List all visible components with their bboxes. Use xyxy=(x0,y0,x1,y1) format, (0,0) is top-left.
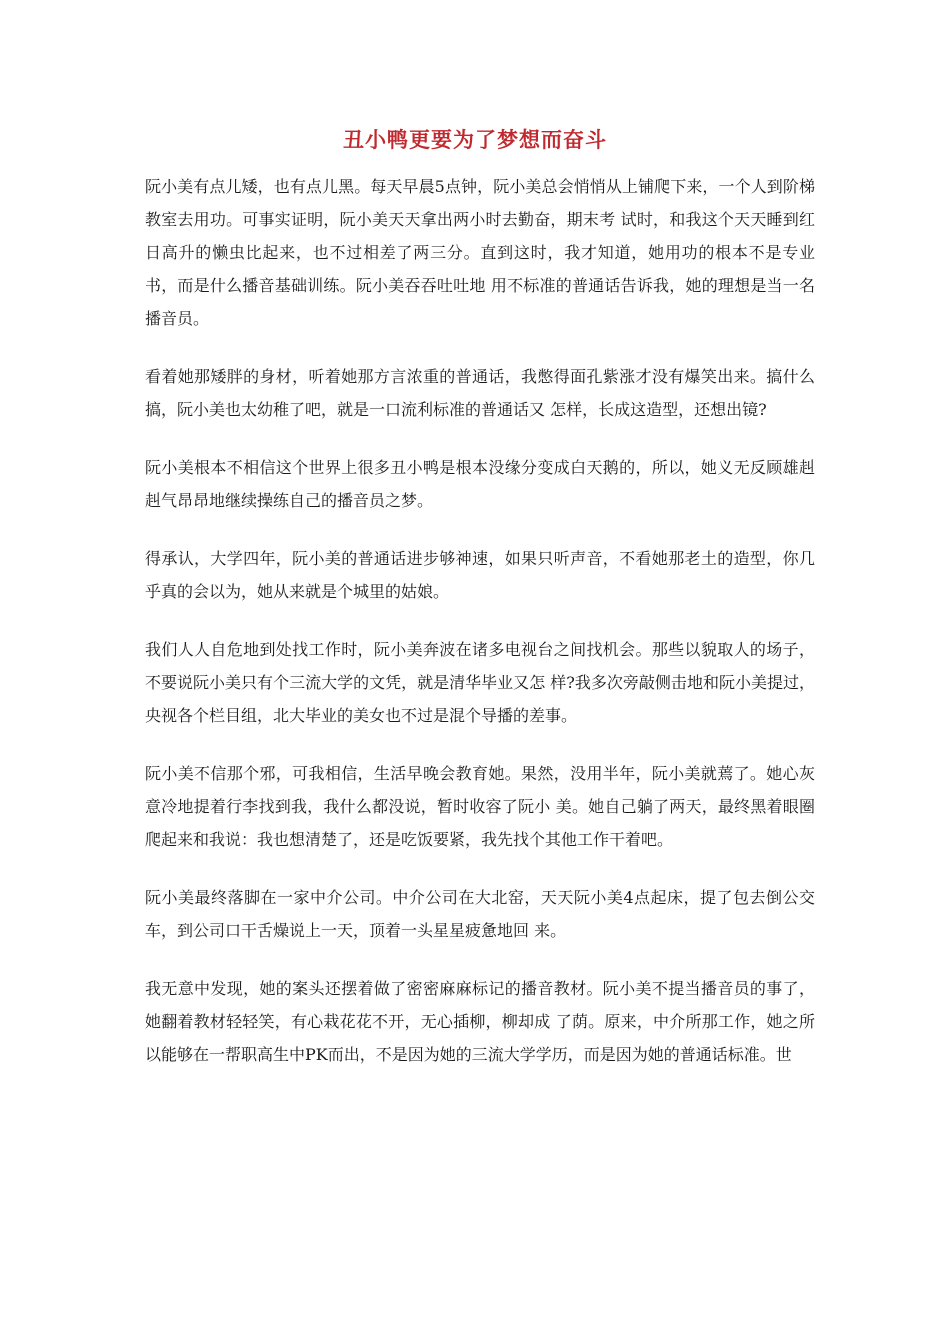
document-title: 丑小鸭更要为了梦想而奋斗 xyxy=(343,128,607,152)
paragraph-8: 我无意中发现，她的案头还摆着做了密密麻麻标记的播音教材。阮小美不提当播音员的事了，她翻着教材轻轻笑，有心栽花花不开，无心插柳，柳却成 了荫。原来，中介所那工作，她之所以能够在一帮职高生中PK而出，不是因为她的三流大学学历，而是因为她的普通话标准。世 xyxy=(145,979,815,1064)
document-body xyxy=(145,170,815,1096)
paragraph-4: 得承认，大学四年，阮小美的普通话进步够神速，如果只听声音，不看她那老土的造型，你几乎真的会以为，她从来就是个城里的姑娘。 xyxy=(145,549,815,601)
paragraph-2: 看着她那矮胖的身材，听着她那方言浓重的普通话，我憋得面孔紫涨才没有爆笑出来。搞什么搞，阮小美也太幼稚了吧，就是一口流利标准的普通话又 怎样，长成这造型，还想出镜? xyxy=(145,367,815,419)
paragraph-3: 阮小美根本不相信这个世界上很多丑小鸭是根本没缘分变成白天鹅的，所以，她义无反顾雄赳赳气昂昂地继续操练自己的播音员之梦。 xyxy=(145,458,815,510)
paragraph-1: 阮小美有点儿矮，也有点儿黑。每天早晨5点钟，阮小美总会悄悄从上铺爬下来，一个人到阶梯教室去用功。可事实证明，阮小美天天拿出两小时去勤奋，期末考 试时，和我这个天天睡到红日高升的懒虫比起来，也不过相差了两三分。直到这时，我才知道，她用功的根本不是专业书，而是什么播音基础训练。阮小美吞吞吐吐地 用不标准的普通话告诉我，她的理想是当一名播音员。 xyxy=(145,177,815,328)
paragraph-5: 我们人人自危地到处找工作时，阮小美奔波在诸多电视台之间找机会。那些以貌取人的场子，不要说阮小美只有个三流大学的文凭，就是清华毕业又怎 样?我多次旁敲侧击地和阮小美提过，央视各个栏目组，北大毕业的美女也不过是混个导播的差事。 xyxy=(145,640,815,725)
paragraph-7: 阮小美最终落脚在一家中介公司。中介公司在大北窑，天天阮小美4点起床，提了包去倒公交车，到公司口干舌燥说上一天，顶着一头星星疲惫地回 来。 xyxy=(145,888,815,940)
paragraph-6: 阮小美不信那个邪，可我相信，生活早晚会教育她。果然，没用半年，阮小美就蔫了。她心灰意冷地提着行李找到我，我什么都没说，暂时收容了阮小 美。她自己躺了两天，最终黑着眼圈爬起来和我说：我也想清楚了，还是吃饭要紧，我先找个其他工作干着吧。 xyxy=(145,764,815,849)
